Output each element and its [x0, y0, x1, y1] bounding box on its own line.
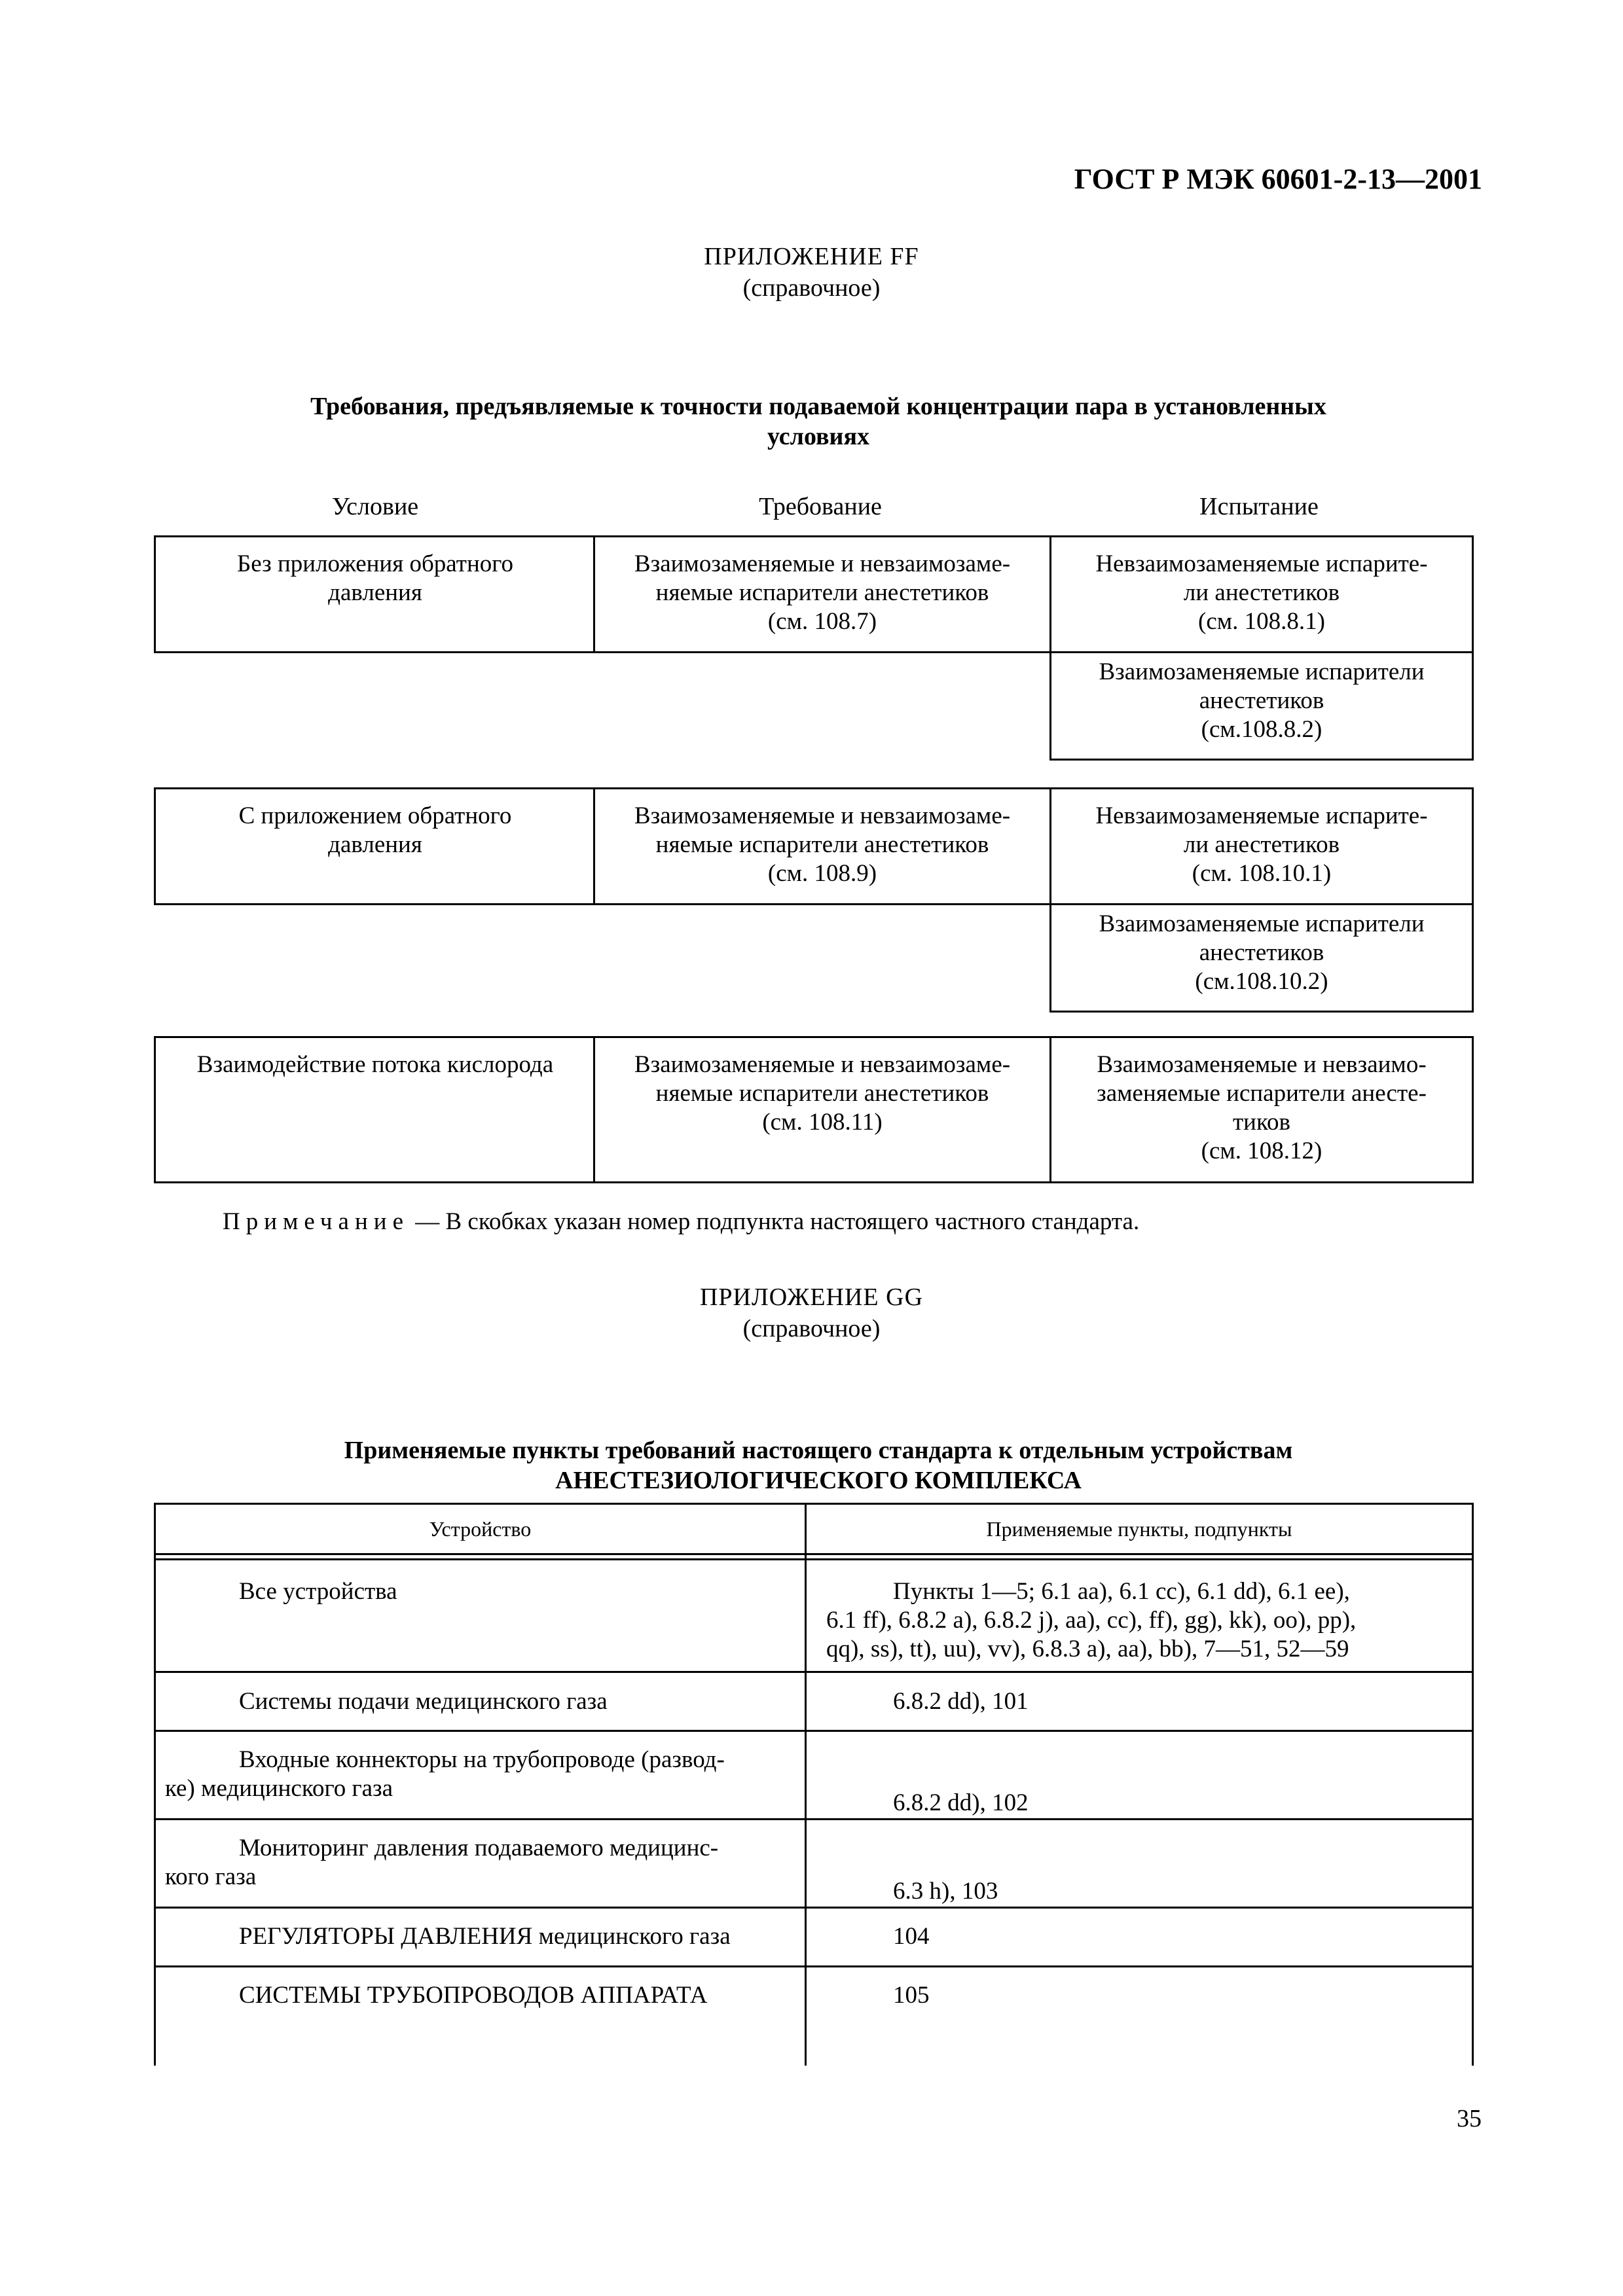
ff-condition-cell: С приложением обратного давления	[238, 802, 512, 858]
gg-device-cell: Мониторинг давления подаваемого медицинс- кого газа	[165, 1835, 719, 1890]
ff-test-cell: Взаимозаменяемые и невзаимо- заменяемые испарители анесте- тиков (см. 108.12)	[1097, 1051, 1427, 1164]
note-text: — В скобках указан номер подпункта настоящего частного стандарта.	[409, 1208, 1140, 1235]
appendix-ff-title: ПРИЛОЖЕНИЕ FF	[704, 243, 919, 270]
gg-device-cell: РЕГУЛЯТОРЫ ДАВЛЕНИЯ медицинского газа	[239, 1923, 731, 1950]
gg-row-border	[154, 1907, 1474, 1909]
gg-column-device: Устройство	[429, 1517, 532, 1541]
ff-column-test: Испытание	[1199, 493, 1319, 520]
gg-row-border	[154, 1730, 1474, 1732]
gg-device-cell: СИСТЕМЫ ТРУБОПРОВОДОВ АППАРАТА	[239, 1982, 708, 2009]
gg-left-border	[154, 1503, 156, 2066]
ff-condition-cell: Взаимодействие потока кислорода	[196, 1051, 554, 1078]
ff-column-condition: Условие	[331, 493, 419, 520]
ff-requirement-cell: Взаимозаменяемые и невзаимозаме- няемые испарители анестетиков (см. 108.9)	[634, 802, 1011, 887]
standard-code: ГОСТ Р МЭК 60601-2-13—2001	[1074, 163, 1482, 195]
ff-column-requirement: Требование	[759, 493, 882, 520]
gg-header-border	[154, 1553, 1474, 1555]
gg-column-clauses: Применяемые пункты, подпункты	[986, 1517, 1292, 1541]
gg-right-border	[1472, 1503, 1474, 2066]
ff-test-cell: Невзаимозаменяемые испарите- ли анестетиков (см. 108.10.1)	[1095, 802, 1428, 887]
ff-test-cell: Невзаимозаменяемые испарите- ли анестетиков (см. 108.8.1)	[1095, 550, 1428, 635]
gg-top-border	[154, 1503, 1474, 1505]
gg-clauses-cell: 6.8.2 dd), 102	[893, 1789, 1029, 1816]
gg-device-cell: Входные коннекторы на трубопроводе (развод- ке) медицинского газа	[165, 1746, 725, 1802]
appendix-ff-subtitle: (справочное)	[742, 274, 881, 302]
gg-clauses-cell: 105	[893, 1982, 930, 2009]
ff-note	[223, 1208, 1139, 1236]
gg-header-border	[154, 1558, 1474, 1560]
ff-requirement-cell: Взаимозаменяемые и невзаимозаме- няемые испарители анестетиков (см. 108.7)	[634, 550, 1011, 635]
gg-device-cell: Все устройства	[239, 1578, 397, 1605]
gg-row-border	[154, 1671, 1474, 1673]
appendix-gg-title: ПРИЛОЖЕНИЕ GG	[699, 1283, 924, 1311]
gg-column-divider	[805, 1503, 807, 2066]
gg-clauses-cell: 104	[893, 1923, 930, 1950]
ff-test-cell: Взаимозаменяемые испарители анестетиков (см.108.10.2)	[1099, 910, 1425, 995]
gg-clauses-cell: Пункты 1—5; 6.1 aa), 6.1 cc), 6.1 dd), 6.1 ee), 6.1 ff), 6.8.2 a), 6.8.2 j), aa), cc), ff), gg), kk), oo), pp), qq), ss), tt), uu), vv), 6.8.3 a), aa), bb), 7—51, 52—59	[826, 1578, 1357, 1662]
ff-test-cell: Взаимозаменяемые испарители анестетиков (см.108.8.2)	[1099, 658, 1425, 743]
appendix-gg-heading: Применяемые пункты требований настоящего стандарта к отдельным устройствам АНЕСТЕЗИОЛОГИЧЕСКОГО КОМПЛЕКСА	[344, 1437, 1293, 1494]
appendix-ff-heading: Требования, предъявляемые к точности подаваемой концентрации пара в установленных условиях	[310, 393, 1326, 450]
ff-requirement-cell: Взаимозаменяемые и невзаимозаме- няемые испарители анестетиков (см. 108.11)	[634, 1051, 1011, 1136]
gg-row-border	[154, 1965, 1474, 1967]
note-lead: Примечание	[223, 1208, 409, 1235]
gg-clauses-cell: 6.8.2 dd), 101	[893, 1688, 1029, 1715]
gg-clauses-cell: 6.3 h), 103	[893, 1878, 998, 1905]
gg-row-border	[154, 1818, 1474, 1820]
gg-device-cell: Системы подачи медицинского газа	[239, 1688, 608, 1715]
ff-condition-cell: Без приложения обратного давления	[236, 550, 513, 606]
appendix-gg-subtitle: (справочное)	[742, 1315, 881, 1342]
page-number: 35	[1457, 2105, 1482, 2132]
